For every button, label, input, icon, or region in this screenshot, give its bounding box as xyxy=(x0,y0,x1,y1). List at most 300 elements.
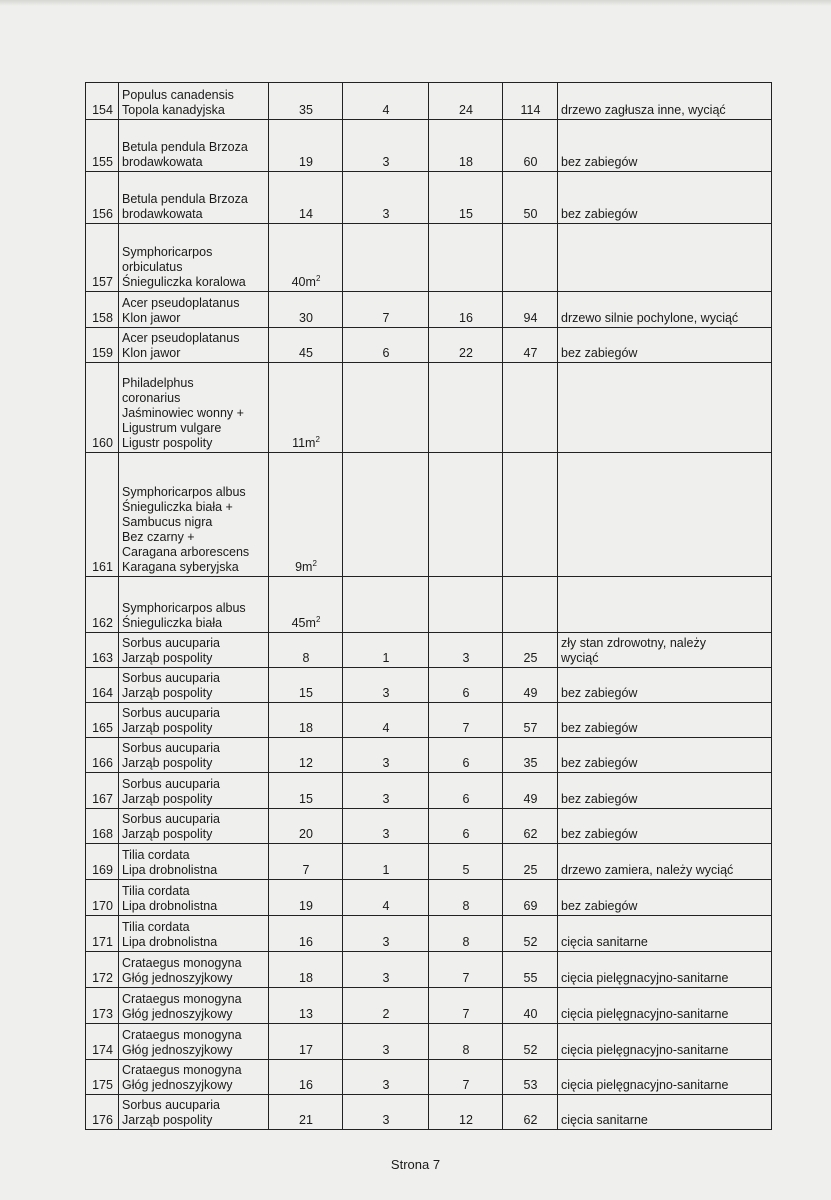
page-number: Strona 7 xyxy=(390,1157,441,1172)
value-col-1-text: 8 xyxy=(302,651,310,665)
value-col-1 xyxy=(269,738,343,773)
value-col-2 xyxy=(343,1095,429,1130)
value-col-1-text: 17 xyxy=(299,1043,313,1057)
row-number xyxy=(86,1095,119,1130)
value-col-4-text: 52 xyxy=(523,935,538,949)
table-row xyxy=(86,577,772,633)
value-col-2-text: 1 xyxy=(382,863,390,877)
row-number xyxy=(86,916,119,952)
row-number-text: 156 xyxy=(92,207,113,221)
table-row xyxy=(86,328,772,363)
value-col-1 xyxy=(269,453,343,577)
value-col-3 xyxy=(429,703,503,738)
row-number-text: 168 xyxy=(92,827,113,841)
value-col-1 xyxy=(269,577,343,633)
value-col-2-text: 3 xyxy=(382,756,390,770)
value-col-4-text: 35 xyxy=(523,756,538,770)
value-col-3-text: 24 xyxy=(459,103,473,117)
value-col-1-text: 21 xyxy=(299,1113,313,1127)
value-col-3 xyxy=(429,1095,503,1130)
row-number xyxy=(86,988,119,1024)
area-unit-superscript: 2 xyxy=(312,558,317,568)
remarks xyxy=(558,916,772,952)
remarks xyxy=(558,952,772,988)
value-col-1 xyxy=(269,916,343,952)
row-number-text: 167 xyxy=(92,792,113,806)
value-col-1-text: 15 xyxy=(299,792,313,806)
value-col-4 xyxy=(503,577,558,633)
value-col-2 xyxy=(343,880,429,916)
value-col-1-text: 13 xyxy=(299,1007,313,1021)
value-col-2 xyxy=(343,172,429,224)
species-name-text: Crataegus monogyna Głóg jednoszyjkowy xyxy=(122,956,242,985)
row-number xyxy=(86,292,119,328)
remarks-text: bez zabiegów xyxy=(561,346,638,360)
value-col-4 xyxy=(503,633,558,668)
species-name xyxy=(119,738,269,773)
species-name xyxy=(119,224,269,292)
value-col-2 xyxy=(343,453,429,577)
species-name-text: Tilia cordata Lipa drobnolistna xyxy=(122,920,218,949)
value-col-3-text: 7 xyxy=(462,721,470,735)
value-col-1-text: 11m xyxy=(292,436,316,450)
value-col-2-text: 4 xyxy=(382,721,390,735)
remarks-text: bez zabiegów xyxy=(561,899,638,913)
value-col-3 xyxy=(429,224,503,292)
species-name xyxy=(119,83,269,120)
value-col-3-text: 22 xyxy=(459,346,473,360)
value-col-1 xyxy=(269,1024,343,1060)
species-name-text: Symphoricarpos albus Śnieguliczka biała + Sambucus nigra Bez czarny + Caragana arborescens Karagana syberyjska xyxy=(122,485,250,574)
value-col-3 xyxy=(429,292,503,328)
value-col-2 xyxy=(343,738,429,773)
table-row xyxy=(86,172,772,224)
remarks xyxy=(558,668,772,703)
value-col-4 xyxy=(503,224,558,292)
row-number xyxy=(86,363,119,453)
species-name xyxy=(119,809,269,844)
value-col-4-text: 50 xyxy=(523,207,538,221)
species-name-text: Tilia cordata Lipa drobnolistna xyxy=(122,884,218,913)
row-number xyxy=(86,703,119,738)
value-col-2 xyxy=(343,328,429,363)
value-col-4 xyxy=(503,172,558,224)
value-col-2-text: 3 xyxy=(382,971,390,985)
species-name-text: Crataegus monogyna Głóg jednoszyjkowy xyxy=(122,1028,242,1057)
row-number xyxy=(86,453,119,577)
row-number xyxy=(86,1060,119,1095)
value-col-2 xyxy=(343,703,429,738)
value-col-2 xyxy=(343,809,429,844)
value-col-4-text: 40 xyxy=(523,1007,538,1021)
value-col-3 xyxy=(429,328,503,363)
row-number-text: 157 xyxy=(92,275,113,289)
value-col-4 xyxy=(503,916,558,952)
value-col-1-text: 15 xyxy=(299,686,313,700)
row-number-text: 171 xyxy=(92,935,113,949)
table-row xyxy=(86,988,772,1024)
remarks xyxy=(558,880,772,916)
remarks-text: cięcia pielęgnacyjno-sanitarne xyxy=(561,971,729,985)
species-name-text: Sorbus aucuparia Jarząb pospolity xyxy=(122,636,220,665)
row-number-text: 176 xyxy=(92,1113,113,1127)
value-col-3-text: 15 xyxy=(459,207,473,221)
page-edge xyxy=(0,0,831,6)
species-name xyxy=(119,292,269,328)
value-col-4 xyxy=(503,453,558,577)
value-col-4 xyxy=(503,738,558,773)
value-col-4 xyxy=(503,952,558,988)
value-col-1-text: 40m xyxy=(291,275,316,289)
species-name xyxy=(119,668,269,703)
row-number xyxy=(86,172,119,224)
species-name-text: Sorbus aucuparia Jarząb pospolity xyxy=(122,812,220,841)
remarks xyxy=(558,738,772,773)
row-number-text: 165 xyxy=(92,721,113,735)
value-col-4-text: 49 xyxy=(523,686,538,700)
species-name-text: Betula pendula Brzoza brodawkowata xyxy=(122,140,248,169)
value-col-1-text: 30 xyxy=(299,311,313,325)
value-col-1-text: 20 xyxy=(299,827,313,841)
value-col-2-text: 7 xyxy=(382,311,390,325)
remarks-text: cięcia pielęgnacyjno-sanitarne xyxy=(561,1043,729,1057)
value-col-2-text: 4 xyxy=(382,899,390,913)
value-col-3-text: 16 xyxy=(459,311,473,325)
value-col-1 xyxy=(269,773,343,809)
value-col-1-text: 16 xyxy=(299,935,313,949)
remarks-text: bez zabiegów xyxy=(561,721,638,735)
species-name-text: Populus canadensis Topola kanadyjska xyxy=(122,88,234,117)
species-name-text: Symphoricarpos albus Śnieguliczka biała xyxy=(122,601,246,630)
table-row xyxy=(86,809,772,844)
value-col-1 xyxy=(269,172,343,224)
value-col-4-text: 25 xyxy=(523,651,538,665)
area-unit-superscript: 2 xyxy=(315,434,320,444)
remarks xyxy=(558,328,772,363)
value-col-2-text: 1 xyxy=(382,651,390,665)
value-col-2 xyxy=(343,577,429,633)
remarks xyxy=(558,172,772,224)
remarks xyxy=(558,844,772,880)
row-number xyxy=(86,773,119,809)
species-name-text: Betula pendula Brzoza brodawkowata xyxy=(122,192,248,221)
table-row xyxy=(86,1060,772,1095)
value-col-3-text: 6 xyxy=(462,756,470,770)
value-col-4-text: 52 xyxy=(523,1043,538,1057)
value-col-2-text: 4 xyxy=(382,103,390,117)
value-col-4-text: 55 xyxy=(523,971,538,985)
value-col-3 xyxy=(429,738,503,773)
tree-inventory-table xyxy=(85,82,772,1130)
value-col-3 xyxy=(429,844,503,880)
species-name xyxy=(119,172,269,224)
value-col-2-text: 3 xyxy=(382,1078,390,1092)
value-col-3 xyxy=(429,453,503,577)
remarks-text: drzewo zamiera, należy wyciąć xyxy=(561,863,734,877)
value-col-3-text: 8 xyxy=(462,1043,470,1057)
value-col-2-text: 6 xyxy=(382,346,390,360)
table-row xyxy=(86,773,772,809)
value-col-4 xyxy=(503,844,558,880)
remarks xyxy=(558,1060,772,1095)
table-row xyxy=(86,952,772,988)
value-col-3 xyxy=(429,916,503,952)
remarks-text: bez zabiegów xyxy=(561,792,638,806)
value-col-4 xyxy=(503,988,558,1024)
row-number xyxy=(86,668,119,703)
value-col-1-text: 19 xyxy=(299,899,313,913)
area-unit-superscript: 2 xyxy=(315,614,321,624)
value-col-4-text: 62 xyxy=(523,1113,538,1127)
table-row xyxy=(86,363,772,453)
value-col-2-text: 2 xyxy=(382,1007,390,1021)
value-col-3 xyxy=(429,880,503,916)
remarks-text: cięcia pielęgnacyjno-sanitarne xyxy=(561,1007,729,1021)
species-name xyxy=(119,1095,269,1130)
value-col-1 xyxy=(269,809,343,844)
row-number xyxy=(86,224,119,292)
value-col-3-text: 6 xyxy=(462,827,470,841)
value-col-2 xyxy=(343,952,429,988)
table-row xyxy=(86,916,772,952)
value-col-1 xyxy=(269,668,343,703)
species-name xyxy=(119,633,269,668)
species-name xyxy=(119,703,269,738)
row-number-text: 158 xyxy=(92,311,113,325)
value-col-1-text: 14 xyxy=(299,207,313,221)
row-number-text: 154 xyxy=(92,103,113,117)
value-col-2 xyxy=(343,1060,429,1095)
value-col-2 xyxy=(343,120,429,172)
value-col-3-text: 8 xyxy=(462,899,470,913)
table-row xyxy=(86,292,772,328)
value-col-4-text: 47 xyxy=(523,346,538,360)
value-col-4 xyxy=(503,773,558,809)
row-number xyxy=(86,1024,119,1060)
row-number xyxy=(86,120,119,172)
remarks-text: zły stan zdrowotny, należy wyciąć xyxy=(561,636,706,665)
value-col-1-text: 12 xyxy=(299,756,313,770)
value-col-1 xyxy=(269,703,343,738)
row-number-text: 174 xyxy=(92,1043,113,1057)
value-col-2 xyxy=(343,668,429,703)
value-col-4-text: 60 xyxy=(523,155,538,169)
table-row xyxy=(86,1024,772,1060)
value-col-4 xyxy=(503,83,558,120)
value-col-2-text: 3 xyxy=(382,935,390,949)
value-col-2 xyxy=(343,988,429,1024)
table-row xyxy=(86,224,772,292)
value-col-3-text: 7 xyxy=(462,1078,470,1092)
table-row xyxy=(86,633,772,668)
value-col-3-text: 7 xyxy=(462,971,470,985)
value-col-2-text: 3 xyxy=(382,1113,390,1127)
area-unit-superscript: 2 xyxy=(315,273,321,283)
remarks-text: bez zabiegów xyxy=(561,827,638,841)
value-col-1-text: 18 xyxy=(299,971,313,985)
row-number xyxy=(86,880,119,916)
value-col-4 xyxy=(503,668,558,703)
value-col-1 xyxy=(269,1060,343,1095)
species-name xyxy=(119,773,269,809)
value-col-4-text: 114 xyxy=(520,103,541,117)
value-col-3 xyxy=(429,1060,503,1095)
species-name xyxy=(119,1060,269,1095)
value-col-1 xyxy=(269,844,343,880)
value-col-1 xyxy=(269,633,343,668)
species-name xyxy=(119,453,269,577)
species-name-text: Acer pseudoplatanus Klon jawor xyxy=(122,331,240,360)
table-row xyxy=(86,1095,772,1130)
value-col-4-text: 25 xyxy=(523,863,538,877)
value-col-1 xyxy=(269,880,343,916)
table-row xyxy=(86,453,772,577)
species-name xyxy=(119,363,269,453)
value-col-1-text: 9m xyxy=(295,560,313,574)
row-number xyxy=(86,633,119,668)
value-col-3-text: 8 xyxy=(462,935,470,949)
value-col-1 xyxy=(269,83,343,120)
value-col-2-text: 3 xyxy=(382,1043,390,1057)
table-row xyxy=(86,880,772,916)
species-name-text: Crataegus monogyna Głóg jednoszyjkowy xyxy=(122,992,242,1021)
value-col-3 xyxy=(429,120,503,172)
species-name xyxy=(119,880,269,916)
value-col-1-text: 19 xyxy=(299,155,313,169)
value-col-2-text: 3 xyxy=(382,792,390,806)
value-col-3 xyxy=(429,988,503,1024)
row-number-text: 166 xyxy=(92,756,113,770)
value-col-4-text: 94 xyxy=(523,311,538,325)
value-col-1-text: 45 xyxy=(299,346,313,360)
value-col-2 xyxy=(343,1024,429,1060)
value-col-3 xyxy=(429,633,503,668)
value-col-4 xyxy=(503,703,558,738)
value-col-1 xyxy=(269,1095,343,1130)
value-col-1 xyxy=(269,224,343,292)
value-col-4 xyxy=(503,880,558,916)
row-number xyxy=(86,809,119,844)
value-col-1-text: 45m xyxy=(291,616,316,630)
value-col-3-text: 7 xyxy=(462,1007,470,1021)
remarks xyxy=(558,773,772,809)
remarks-text: bez zabiegów xyxy=(561,686,638,700)
value-col-4 xyxy=(503,363,558,453)
row-number-text: 159 xyxy=(92,346,113,360)
remarks-text: bez zabiegów xyxy=(561,155,638,169)
species-name xyxy=(119,120,269,172)
value-col-2 xyxy=(343,844,429,880)
value-col-3 xyxy=(429,952,503,988)
value-col-3-text: 6 xyxy=(462,686,470,700)
row-number xyxy=(86,577,119,633)
row-number-text: 170 xyxy=(92,899,113,913)
remarks xyxy=(558,83,772,120)
row-number-text: 163 xyxy=(92,651,113,665)
row-number xyxy=(86,328,119,363)
species-name-text: Sorbus aucuparia Jarząb pospolity xyxy=(122,671,220,700)
value-col-1-text: 35 xyxy=(299,103,313,117)
species-name-text: Sorbus aucuparia Jarząb pospolity xyxy=(122,741,220,770)
value-col-3-text: 18 xyxy=(459,155,473,169)
value-col-2-text: 3 xyxy=(382,207,390,221)
table-row xyxy=(86,120,772,172)
remarks xyxy=(558,453,772,577)
value-col-3 xyxy=(429,83,503,120)
table-row xyxy=(86,844,772,880)
remarks xyxy=(558,988,772,1024)
value-col-4 xyxy=(503,120,558,172)
table-row xyxy=(86,703,772,738)
remarks xyxy=(558,120,772,172)
value-col-3-text: 3 xyxy=(462,651,470,665)
value-col-2 xyxy=(343,773,429,809)
value-col-1-text: 16 xyxy=(299,1078,313,1092)
value-col-4 xyxy=(503,809,558,844)
species-name-text: Crataegus monogyna Głóg jednoszyjkowy xyxy=(122,1063,242,1092)
species-name xyxy=(119,328,269,363)
row-number xyxy=(86,83,119,120)
value-col-4-text: 49 xyxy=(523,792,538,806)
remarks-text: cięcia pielęgnacyjno-sanitarne xyxy=(561,1078,729,1092)
row-number-text: 155 xyxy=(92,155,113,169)
value-col-4 xyxy=(503,292,558,328)
row-number-text: 175 xyxy=(92,1078,113,1092)
remarks xyxy=(558,1024,772,1060)
row-number-text: 161 xyxy=(92,560,113,574)
species-name xyxy=(119,952,269,988)
remarks xyxy=(558,1095,772,1130)
value-col-1-text: 7 xyxy=(302,863,310,877)
value-col-2-text: 3 xyxy=(382,686,390,700)
remarks-text: bez zabiegów xyxy=(561,207,638,221)
value-col-1 xyxy=(269,292,343,328)
species-name xyxy=(119,916,269,952)
remarks xyxy=(558,577,772,633)
remarks xyxy=(558,224,772,292)
species-name-text: Sorbus aucuparia Jarząb pospolity xyxy=(122,777,220,806)
species-name xyxy=(119,988,269,1024)
species-name xyxy=(119,844,269,880)
value-col-3 xyxy=(429,773,503,809)
species-name-text: Tilia cordata Lipa drobnolistna xyxy=(122,848,218,877)
table-row xyxy=(86,83,772,120)
species-name-text: Sorbus aucuparia Jarząb pospolity xyxy=(122,1098,220,1127)
row-number-text: 162 xyxy=(92,616,113,630)
remarks-text: cięcia sanitarne xyxy=(561,935,648,949)
row-number xyxy=(86,844,119,880)
table-row xyxy=(86,738,772,773)
remarks xyxy=(558,633,772,668)
table-body xyxy=(86,83,772,1130)
value-col-1 xyxy=(269,328,343,363)
remarks xyxy=(558,292,772,328)
value-col-4-text: 69 xyxy=(523,899,538,913)
value-col-2 xyxy=(343,224,429,292)
value-col-3-text: 12 xyxy=(459,1113,473,1127)
remarks-text: cięcia sanitarne xyxy=(561,1113,648,1127)
value-col-4 xyxy=(503,328,558,363)
value-col-1-text: 18 xyxy=(299,721,313,735)
value-col-2 xyxy=(343,292,429,328)
value-col-3 xyxy=(429,668,503,703)
row-number-text: 160 xyxy=(92,436,113,450)
value-col-3 xyxy=(429,577,503,633)
value-col-3 xyxy=(429,172,503,224)
value-col-1 xyxy=(269,120,343,172)
value-col-4-text: 53 xyxy=(523,1078,538,1092)
table-row xyxy=(86,668,772,703)
